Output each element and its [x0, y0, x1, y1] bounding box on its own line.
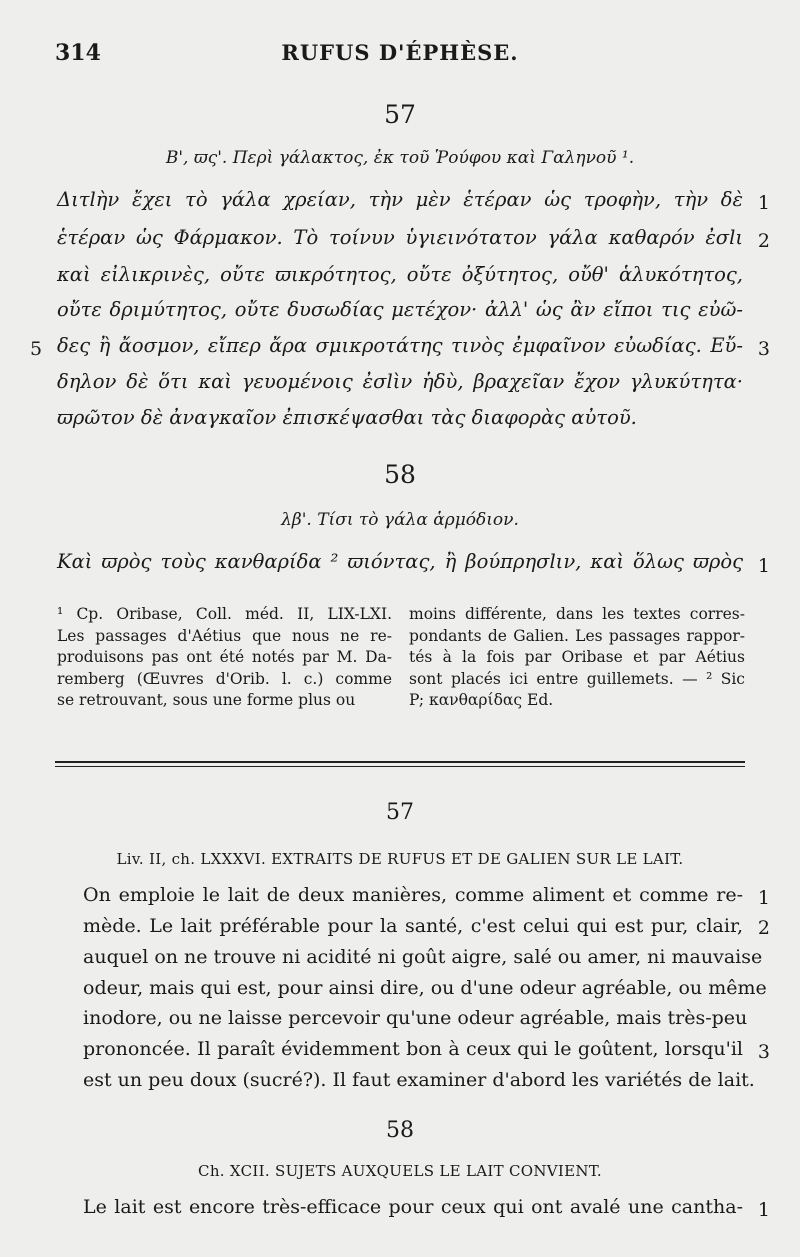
french-section-title-58: Ch. XCII. SUJETS AUXQUELS LE LAIT CONVIENT.	[198, 1162, 602, 1180]
footnote-line: pondants de Galien. Les passages rappor-	[409, 626, 745, 645]
line-number: 1	[757, 1199, 770, 1221]
left-line-marker: 5	[30, 338, 43, 360]
french-section-number-57: 57	[386, 800, 414, 825]
footnote-line: P; κανθαρίδας Ed.	[409, 691, 554, 709]
line-number: 2	[757, 230, 770, 252]
footnote-line: moins différente, dans les textes corres-	[409, 605, 745, 623]
footnote-line: Les passages d'Aétius que nous ne re-	[57, 626, 392, 645]
page-number: 314	[55, 40, 101, 66]
greek-line: ἑτέραν ὡς Φάρμακον. Τὸ τοίνυν ὑγιεινότατον γάλα καθαρόν ἐσlι	[57, 226, 743, 249]
greek-section-title-57: Β', ϖς'. Περὶ γάλακτος, ἐκ τοῦ Ῥούφου καὶ Γαληνοῦ ¹.	[165, 148, 635, 168]
line-number: 3	[757, 338, 770, 360]
footnote-column-right	[409, 604, 745, 712]
greek-line: δες ἢ ἄοσμον, εἴπερ ἄρα σμικροτάτης τινὸς ἐμφαῖνον εὐωδίας. Εὔ-	[57, 334, 743, 357]
footnote-line: se retrouvant, sous une forme plus ou	[57, 691, 356, 709]
section-divider-thin	[55, 766, 745, 767]
running-title: RUFUS D'ÉPHÈSE.	[281, 40, 519, 65]
line-number: 1	[757, 555, 770, 577]
footnote-line: sont placés ici entre guillemets. — ² Sic	[409, 669, 745, 688]
greek-section-number-58: 58	[384, 460, 416, 489]
french-line: est un peu doux (sucré?). Il faut examiner d'abord les variétés de lait.	[83, 1069, 755, 1091]
footnote-line: ¹ Cp. Oribase, Coll. méd. II, LIX-LXI.	[57, 605, 392, 623]
greek-line: δηλον δὲ ὅτι καὶ γευομένοις ἐσlὶν ἡδὺ, βραχεῖαν ἔχον γλυκύτητα·	[57, 370, 743, 393]
line-number: 2	[757, 917, 770, 939]
section-divider-thick	[55, 761, 745, 763]
french-line: prononcée. Il paraît évidemment bon à ceux qui le goûtent, lorsqu'il	[83, 1038, 743, 1060]
line-number: 3	[757, 1041, 770, 1063]
greek-line: οὔτε δριμύτητος, οὔτε δυσωδίας μετέχον· ἀλλ' ὡς ἂν εἴποι τις εὐῶ-	[57, 298, 743, 321]
french-line: odeur, mais qui est, pour ainsi dire, ou d'une odeur agréable, ou même	[83, 977, 767, 999]
greek-section-number-57: 57	[384, 100, 416, 129]
greek-line: Διτlὴν ἔχει τὸ γάλα χρείαν, τὴν μὲν ἑτέραν ὡς τροφὴν, τὴν δὲ	[57, 188, 743, 211]
french-line: On emploie le lait de deux manières, comme aliment et comme re-	[83, 884, 743, 906]
line-number: 1	[757, 887, 770, 909]
page-header	[0, 36, 800, 72]
greek-section-title-58: λβ'. Τίσι τὸ γάλα ἁρμόδιον.	[281, 510, 519, 530]
greek-line: καὶ εἰλικρινὲς, οὔτε ϖικρότητος, οὔτε ὀξύτητος, οὔθ' ἁλυκότητος,	[57, 263, 743, 286]
french-line: mède. Le lait préférable pour la santé, c'est celui qui est pur, clair,	[83, 915, 743, 937]
french-line: auquel on ne trouve ni acidité ni goût aigre, salé ou amer, ni mauvaise	[83, 946, 763, 968]
footnote-line: produisons pas ont été notés par M. Da-	[57, 648, 392, 666]
french-line: inodore, ou ne laisse percevoir qu'une odeur agréable, mais très-peu	[83, 1007, 748, 1029]
footnote-column-left	[57, 604, 392, 712]
french-section-number-58: 58	[386, 1118, 414, 1143]
footnote-line: remberg (Œuvres d'Orib. l. c.) comme	[57, 669, 392, 688]
greek-line: Καὶ ϖρὸς τοὺς κανθαρίδα ² ϖιόντας, ἢ βούπρησlιν, καὶ ὅλως ϖρὸς	[57, 550, 743, 573]
french-section-title-57: Liv. II, ch. LXXXVI. EXTRAITS DE RUFUS ET DE GALIEN SUR LE LAIT.	[116, 850, 684, 868]
footnote-line: tés à la fois par Oribase et par Aétius	[409, 648, 745, 666]
line-number: 1	[757, 192, 770, 214]
greek-line: ϖρῶτον δὲ ἀναγκαῖον ἐπισκέψασθαι τὰς διαφορὰς αὐτοῦ.	[57, 406, 637, 429]
french-line: Le lait est encore très-efficace pour ceux qui ont avalé une cantha-	[83, 1196, 743, 1218]
